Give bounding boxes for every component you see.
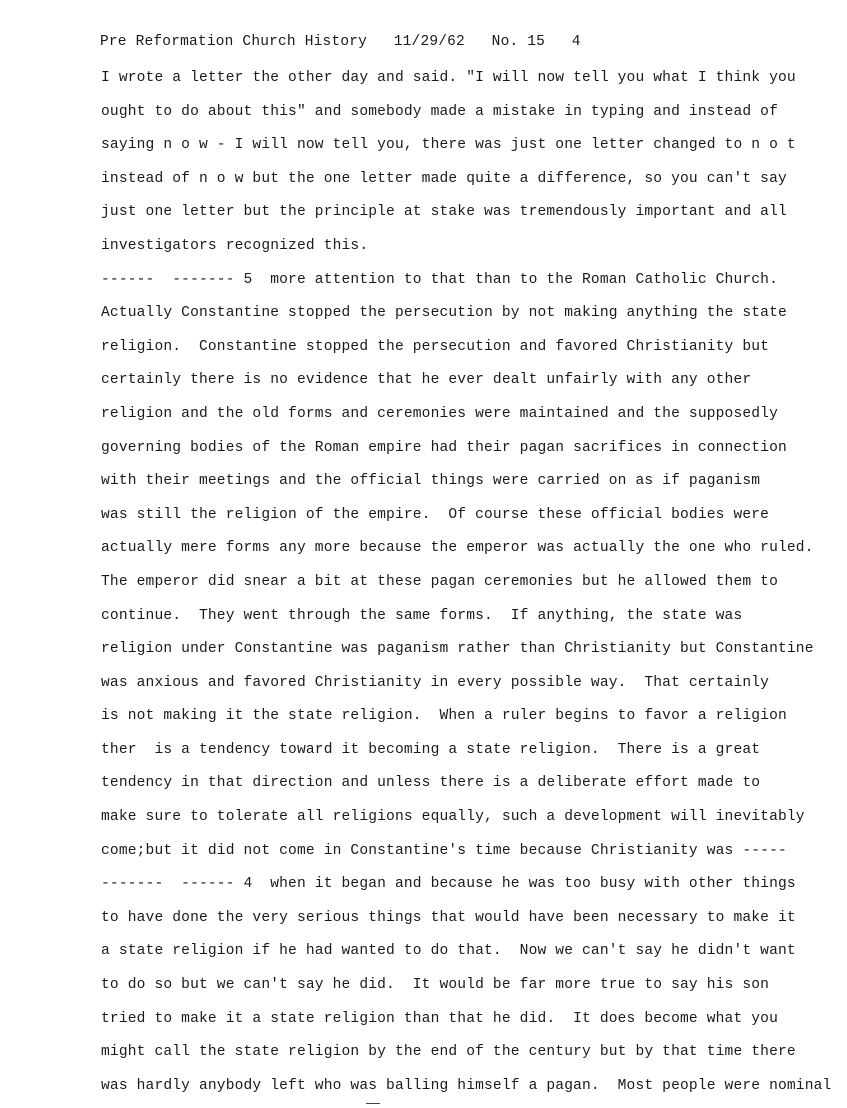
text-line: was hardly anybody left who was balling himself a pagan. Most people were nominal xyxy=(101,1077,832,1094)
text-line: tried to make it a state religion than that he did. It does become what you xyxy=(101,1010,778,1027)
text-line: investigators recognized this. xyxy=(101,237,369,254)
text-line: might call the state religion by the end of the century but by that time there xyxy=(101,1044,796,1061)
text-line: I wrote a letter the other day and said. "I will now tell you what I think you xyxy=(101,70,796,86)
text-line: governing bodies of the Roman empire had their pagan sacrifices in connection xyxy=(101,439,787,456)
text-line: tendency in that direction and unless there is a deliberate effort made to xyxy=(101,775,761,792)
text-line: instead of n o w but the one letter made quite a difference, so you can't say xyxy=(101,170,787,187)
text-line: religion. Constantine stopped the persecution and favored Christianity but xyxy=(101,338,770,355)
text-line: was anxious and favored Christianity in every possible way. That certainly xyxy=(101,674,770,691)
text-line: The emperor did snear a bit at these pagan ceremonies but he allowed them to xyxy=(101,573,778,590)
text-line: make sure to tolerate all religions equally, such a development will inevitably xyxy=(101,809,805,826)
footer-dash-mark xyxy=(366,1103,380,1104)
text-line: saying n o w - I will now tell you, there was just one letter changed to n o t xyxy=(101,137,796,154)
text-line: certainly there is no evidence that he ever dealt unfairly with any other xyxy=(101,372,752,389)
text-line: religion and the old forms and ceremonies were maintained and the supposedly xyxy=(101,405,778,422)
text-line: actually mere forms any more because the emperor was actually the one who ruled. xyxy=(101,540,814,557)
text-line: ------- ------ 4 when it began and because he was too busy with other things xyxy=(101,876,796,893)
text-line: ther is a tendency toward it becoming a state religion. There is a great xyxy=(101,741,761,758)
text-line: is not making it the state religion. When a ruler begins to favor a religion xyxy=(101,708,787,725)
text-line: to do so but we can't say he did. It would be far more true to say his son xyxy=(101,977,770,994)
text-line: just one letter but the principle at stake was tremendously important and all xyxy=(101,204,787,221)
text-line: was still the religion of the empire. Of course these official bodies were xyxy=(101,506,770,523)
text-line: come;but it did not come in Constantine's time because Christianity was ----- xyxy=(101,842,787,859)
text-line: a state religion if he had wanted to do that. Now we can't say he didn't want xyxy=(101,943,796,960)
text-line: religion under Constantine was paganism rather than Christianity but Constantine xyxy=(101,641,814,658)
page-body xyxy=(101,67,832,1108)
page-header: Pre Reformation Church History 11/29/62 No. 15 4 xyxy=(100,34,581,50)
text-line: ------ ------- 5 more attention to that than to the Roman Catholic Church. xyxy=(101,271,778,288)
text-line: with their meetings and the official things were carried on as if paganism xyxy=(101,473,761,490)
text-line: ought to do about this" and somebody made a mistake in typing and instead of xyxy=(101,103,778,120)
text-line: to have done the very serious things that would have been necessary to make it xyxy=(101,909,796,926)
text-line: continue. They went through the same forms. If anything, the state was xyxy=(101,607,743,624)
text-line: Actually Constantine stopped the persecution by not making anything the state xyxy=(101,305,787,322)
